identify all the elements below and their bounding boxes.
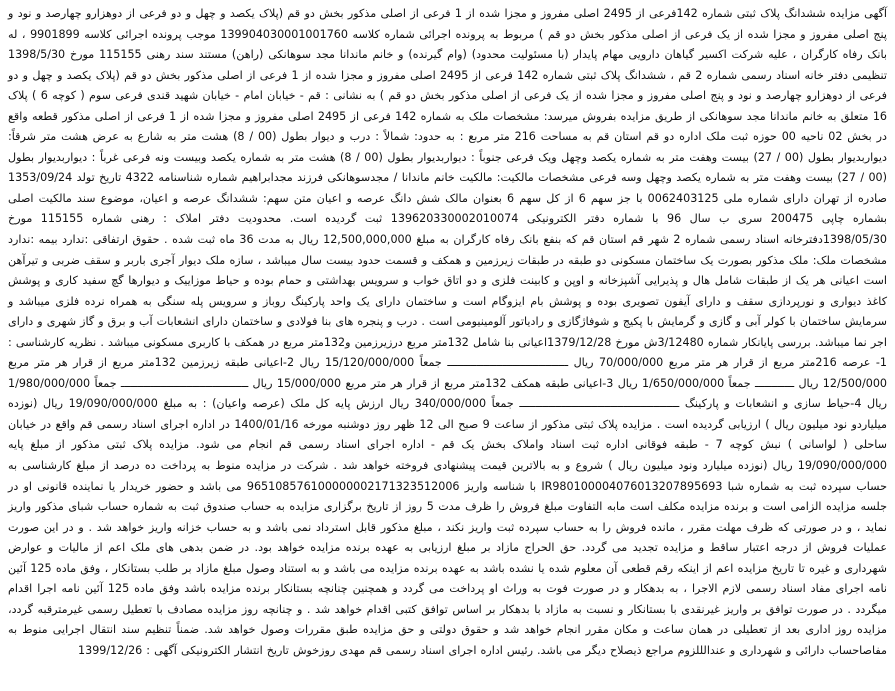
auction-notice-text: آگهی مزایده ششدانگ پلاک ثبتی شماره 142فرعی از 2495 اصلی مفروز و مجزا شده از 1 فرعی از اصلی مذکور بخش دو قم (پلاک یکصد و چهل و دو فرعی از دوهزارو چهارصد و نود و پنج اصلی مفروز و مجزا شده از یک فرعی از اصلی مذکور بخش دو قم ) مربوط به پرونده اجرائی شماره کلاسه 139904030001001760 موجب پرونده اجرائی کلاسه 9901899 ، له بانک رفاه کارگران ، علیه شرکت اکسیر گیاهان دارویی مهام پایدار (با مسئولیت محدود) (وام گیرنده) و خانم ماندانا مجد سوهانکی (راهن) مستند سند رهنی 115155 مورخ 1398/5/30 تنظیمی دفتر خانه اسناد رسمی شماره 2 قم ، ششدانگ پلاک ثبتی شماره 142 فرعی از 2495 اصلی مفروز و مجزا شده از 1 فرعی از اصلی مذکور بخش دو قم (پلاک یکصد و چهل و دو فرعی از دوهزارو چهارصد و نود و پنج اصلی مفروز و مجزا شده از یک فرعی از اصلی مذکور بخش دو قم ) به نشانی : قم - خیابان امام - خیابان شهید قندی فرعی سوم ( کوچه 6 ) پلاک 16 متعلق به خانم ماندانا مجد سوهانکی از طریق مزایده بفروش میرسد: مشخصات ملک به شماره 142 فرعی از 2495 اصلی مفروز و مجزا شده از 1 فرعی از اصلی مذکور قطعه واقع در بخش 02 ناحیه 00 حوزه ثبت ملک اداره دو قم استان قم به مساحت 216 متر مربع : به حدود: شمالاً : درب و دیوار بطول (00 / 8) هشت متر به شارع به عرض هشت متر شرقاً: دیواربدیوار بطول (00 / 27) بیست وهفت متر به شماره یکصد وچهل ویک فرعی جنوباً : دیواربدیوار بطول (00 / 8) هشت متر به شماره یکصد وبیست ونه فرعی غرباً : دیواربدیوار بطول (00 / 27) بیست وهفت متر به شماره یکصد وچهل وسه فرعی مشخصات مالکیت: مالکیت خانم ماندانا / مجدسوهانکی فرزند مجدابراهیم شماره شناسنامه 4322 تاریخ تولد 1353/09/24 صادره از تهران دارای شماره ملی 0062403125 با جز سهم 6 از کل سهم 6 بعنوان مالک شش دانگ عرصه و اعیان متن سهم: ششدانگ عرصه و اعیان، موضوع سند مالکیت اصلی بشماره چاپی 200475 سری ب سال 96 با شماره دفتر الکترونیکی 139620330002010074 ثبت گردیده است. محدودیت دفتر املاک : رهنی شماره 115155 مورخ 1398/05/30دفترخانه اسناد رسمی شماره 2 شهر قم استان قم که بنفع بانک رفاه کارگران به مبلغ 12,500,000,000 ریال به مدت 36 ماه ثبت شده . حقوق ارتفاقی :ندارد بیمه :ندارد مشخصات ملک: ملک مذکور بصورت یک ساختمان مسکونی دو طبقه در طبقات زیرزمین و همکف و قسمت حدود بیست سال میباشد ، سازه ملک دیوار آجری باربر و سقف ضربی و تیرآهن است اعیانی هر یک از طبقات شامل هال و پذیرایی آشپزخانه و اوپن و کابینت فلزی و دو اتاق خواب و سرویس بهداشتی و حمام بوده و حیاط موزاییک و دیوارها گچ سفید کاری و پوشش کاغذ دیواری و نورپردازی سقف و دارای آیفون تصویری بوده و پوشش بام ایزوگام است و ساختمان دارای یک واحد پارکینگ روباز و سرویس پله سنگی به همراه نرده فلزی میباشد و سرمایش ساختمان با کولر آبی و گازی و گرمایش با پکیج و شوفاژگازی و رادیاتور آلومینیومی است . درب و پنجره های بنا فولادی و ساختمان دارای انشعابات آب و برق و گاز شهری و دارای اجر نما میباشد. بررسی پایانکار شماره 3/12480ش مورخ 1379/12/28اعیانی بنا شامل 132متر مربع درزیرزمین و132متر مربع در همکف با کاربری مسکونی میباشد . نظریه کارشناسی : 1- عرصه 216متر مربع از قرار هر متر مربع 70/000/000 ریال ـــــــــــــــــــــــــــــــــــــ جمعاً 15/120/000/000 ریال 2-اعیانی طبقه زیرزمین 132متر مربع از قرار هر متر مربع 12/500/000 ریال ــــــــــــ جمعاً 1/650/000/000 ریال 3-اعیانی طبقه همکف 132متر مربع از قرار هر متر مربع 15/000/000 ریال ـــــــــــــــــــــــــــــــــــــــ جمعاً 1/980/000/000 ریال 4-حیاط سازی و انشعابات و پارکینگ ـــــــــــــــــــــــــــــــــــــــــــــــــ جمعاً 340/000/000 ریال ارزش پایه کل ملک (عرصه واعیان) : به مبلغ 19/090/000/000 ریال (نوزده میلیاردو نود میلیون ریال ) ارزیابی گردیده است . مزایده پلاک ثبتی مذکور از ساعت 9 صبح الی 12 ظهر روز دوشنبه مورخه 1400/01/16 در اداره اجرای اسناد رسمی قم واقع در خیابان ساحلی ( لواسانی ) نبش کوچه 7 - طبقه فوقانی اداره ثبت اسناد واملاک بخش یک قم - اداره اجرای اسناد رسمی قم انجام می شود. مزایده پلاک ثبتی مذکور از مبلغ پایه 19/090/000/000 ریال (نوزده میلیارد ونود میلیون ریال ) شروع و به بالاترین قیمت پیشنهادی فروخته خواهد شد . شرکت در مزایده منوط به پرداخت ده درصد از مبلغ کارشناسی به حساب سپرده ثبت به شماره شبا IR980100004076013207895693 با شناسه واریز 965108576100000002171323512006 می باشد و حضور خریدار یا نماینده قانونی او در جلسه مزایده الزامی است و برنده مزایده مکلف است مابه التفاوت مبلغ فروش را ظرف مدت 5 روز از تاریخ برگزاری مزایده به حساب صندوق ثبت به شماره حساب شبای مذکور واریز نماید ، و در صورتی که ظرف مهلت مقرر ، مانده فروش را به حساب سپرده ثبت واریز نکند ، مبلغ مذکور قابل استرداد نمی باشد و به حساب خزانه واریز خواهد شد . و در این صورت عملیات فروش از درجه اعتبار ساقط و مزایده تجدید می گردد. حق الحراج مازاد بر مبلغ ارزیابی به عهده برنده مزایده خواهد بود. در ضمن بدهی های ملک اعم از مالیات و عوارض شهرداری و غیره تا تاریخ مزایده اعم از اینکه رقم قطعی آن معلوم شده یا نشده باشد به عهده برنده مزایده می باشد و به استناد وصول مبلغ مازاد بر طلب بستانکار ، وفق ماده 125 آئین نامه اجرای مفاد اسناد رسمی لازم الاجرا ، به بدهکار و در صورت فوت به وراث او پرداخت می گردد و همچنین چنانچه بستانکار برنده مزایده باشد وفق ماده 125 آئین نامه اجرا اقدام میگردد . در صورت توافق بر واریز غیرنقدی با بستانکار و نسبت به مازاد با بدهکار بر اساس توافق کتبی اقدام خواهد شد . و چنانچه روز مزایده مصادف با تعطیل رسمی غیرمترقبه گردد، مزایده روز اداری بعد از تعطیلی در همان ساعت و مکان مقرر انجام خواهد شد و حقوق دولتی و حق مزایده طبق مقررات وصول خواهد شد. ضمناً تنظیم سند انتقال اجرایی منوط به مفاصاحساب دارائی و شهرداری و عندالللزوم مراجع ذیصلاح دیگر می باشد. رئیس اداره اجرای اسناد رسمی قم مهدی روزخوش تاریخ انتشار الکترونیکی آگهی : 1399/12/26 [8, 7, 888, 657]
